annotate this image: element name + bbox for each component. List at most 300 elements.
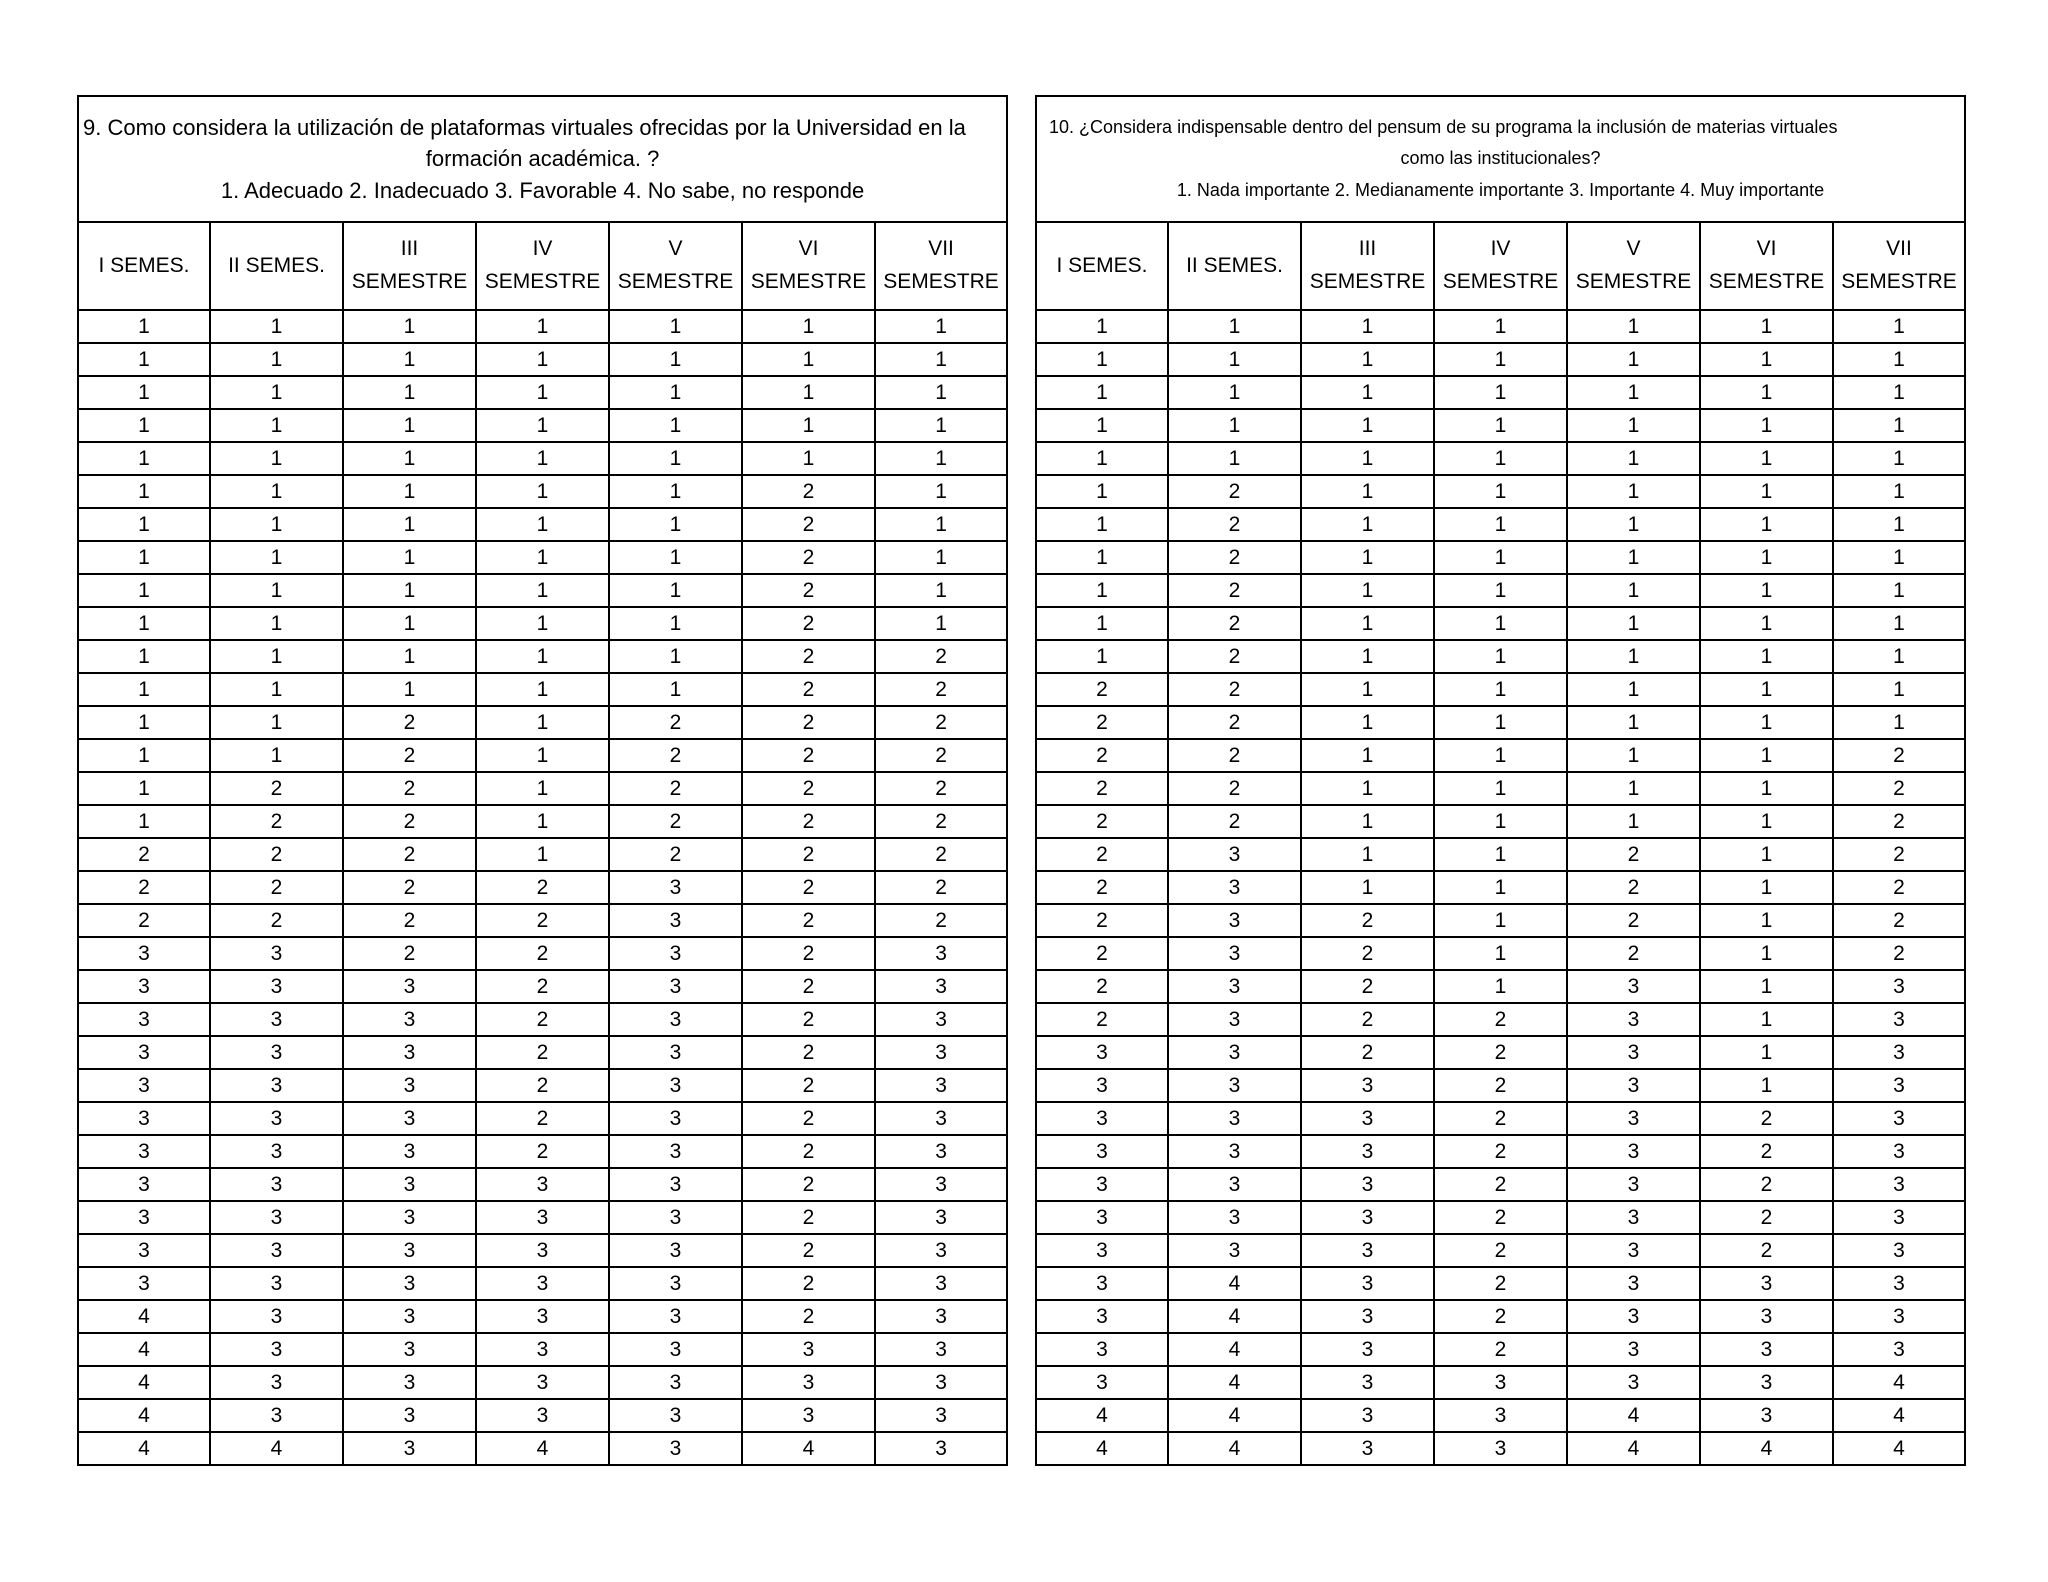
q9-table-cell: 3: [875, 1135, 1007, 1168]
q9-table-cell: 4: [78, 1432, 210, 1465]
q10-table-cell: 2: [1434, 1333, 1567, 1366]
q10-table-cell: 1: [1700, 838, 1833, 871]
q9-table-cell: 2: [609, 805, 742, 838]
q10-column-header-text: SEMESTRE: [1442, 270, 1559, 293]
q9-table-row: [78, 1366, 1007, 1399]
q10-table-cell: 2: [1168, 739, 1301, 772]
q10-table-row: [1036, 1399, 1965, 1432]
q9-table-cell: 3: [875, 1036, 1007, 1069]
q10-table-cell: 2: [1036, 1003, 1168, 1036]
q9-table-cell: 3: [476, 1234, 609, 1267]
q9-table-cell: 1: [742, 409, 875, 442]
q10-table-cell: 3: [1301, 1333, 1434, 1366]
q9-table-cell: 2: [343, 772, 476, 805]
q10-table-cell: 2: [1168, 541, 1301, 574]
q10-table-row: [1036, 739, 1965, 772]
q9-table-cell: 3: [210, 1168, 343, 1201]
q10-table-cell: 1: [1301, 343, 1434, 376]
q10-table-cell: 2: [1168, 805, 1301, 838]
q10-table-cell: 1: [1301, 805, 1434, 838]
q9-table-cell: 3: [609, 1399, 742, 1432]
q9-table-cell: 1: [78, 607, 210, 640]
q9-table-cell: 1: [78, 541, 210, 574]
q9-table-cell: 2: [742, 1234, 875, 1267]
q9-table-cell: 1: [78, 442, 210, 475]
q10-table-cell: 4: [1036, 1432, 1168, 1465]
q10-table-cell: 1: [1567, 442, 1700, 475]
q10-table-row: [1036, 1300, 1965, 1333]
q10-table-cell: 1: [1036, 541, 1168, 574]
q9-column-header-text: V SEMESTRE: [617, 237, 734, 293]
q10-table-cell: 1: [1567, 376, 1700, 409]
q9-table-cell: 2: [609, 739, 742, 772]
q9-table-cell: 2: [742, 607, 875, 640]
q10-table-cell: 1: [1301, 376, 1434, 409]
q9-table-cell: 2: [343, 739, 476, 772]
q9-table-cell: 3: [609, 1366, 742, 1399]
q10-table-cell: 1: [1168, 409, 1301, 442]
q9-table-row: [78, 1069, 1007, 1102]
q10-table-cell: 1: [1036, 475, 1168, 508]
q10-table-cell: 3: [1833, 1003, 1965, 1036]
q9-table-cell: 3: [476, 1201, 609, 1234]
q9-column-header-text: III: [400, 237, 419, 261]
q9-table-cell: 2: [742, 937, 875, 970]
q9-table-cell: 1: [210, 574, 343, 607]
q9-table-cell: 3: [609, 1201, 742, 1234]
q9-table-cell: 3: [343, 1003, 476, 1036]
q9-table-cell: 1: [210, 541, 343, 574]
q10-table-cell: 2: [1168, 673, 1301, 706]
q9-table-cell: 3: [210, 937, 343, 970]
q9-table-cell: 3: [78, 1201, 210, 1234]
q9-table-cell: 1: [609, 310, 742, 343]
q10-table-cell: 3: [1434, 1399, 1567, 1432]
q9-table-cell: 3: [476, 1399, 609, 1432]
q10-table-cell: 1: [1434, 838, 1567, 871]
q9-table-cell: 3: [609, 1135, 742, 1168]
q9-table-cell: 1: [210, 739, 343, 772]
q10-table-cell: 1: [1567, 475, 1700, 508]
q10-table-cell: 1: [1700, 1069, 1833, 1102]
q9-table-cell: 3: [742, 1399, 875, 1432]
q10-table-cell: 2: [1434, 1168, 1567, 1201]
q10-table-cell: 2: [1036, 706, 1168, 739]
q10-table-row: [1036, 376, 1965, 409]
q10-table-cell: 3: [1833, 1102, 1965, 1135]
q9-table-cell: 1: [210, 706, 343, 739]
q10-table-cell: 3: [1567, 1135, 1700, 1168]
q10-table-cell: 1: [1434, 937, 1567, 970]
q9-table-cell: 1: [875, 607, 1007, 640]
q10-table-row: [1036, 1102, 1965, 1135]
q9-table-cell: 3: [343, 1333, 476, 1366]
q10-table-cell: 2: [1567, 871, 1700, 904]
q9-table-cell: 1: [609, 442, 742, 475]
q10-table-cell: 3: [1168, 1102, 1301, 1135]
q10-table-cell: 1: [1301, 772, 1434, 805]
q9-table-cell: 1: [875, 508, 1007, 541]
q9-table-cell: 3: [343, 970, 476, 1003]
q10-table-cell: 2: [1700, 1234, 1833, 1267]
q10-table-cell: 3: [1036, 1333, 1168, 1366]
q9-table-cell: 1: [210, 376, 343, 409]
q10-table-cell: 1: [1567, 310, 1700, 343]
q10-table-cell: 2: [1168, 607, 1301, 640]
q10-table-cell: 3: [1168, 1135, 1301, 1168]
q9-table-cell: 2: [742, 673, 875, 706]
q10-table-cell: 3: [1036, 1168, 1168, 1201]
q10-table-row: [1036, 1234, 1965, 1267]
q10-table-row: [1036, 1201, 1965, 1234]
q10-column-header-text: SEMESTRE: [1708, 270, 1825, 293]
q10-table-cell: 3: [1700, 1333, 1833, 1366]
q10-table-row: [1036, 574, 1965, 607]
q10-table-cell: 4: [1833, 1366, 1965, 1399]
q10-header-row: [1036, 222, 1965, 310]
q9-table-cell: 1: [78, 409, 210, 442]
q10-table-cell: 3: [1036, 1201, 1168, 1234]
q10-table-row: [1036, 970, 1965, 1003]
q9-column-header: [875, 222, 1007, 310]
q10-table-row: [1036, 310, 1965, 343]
q9-table-cell: 3: [78, 1069, 210, 1102]
question-9-title: [78, 96, 1007, 222]
question-10-title-line-2: como las institucionales?: [1400, 148, 1601, 169]
q9-table-cell: 2: [476, 1036, 609, 1069]
q9-table-cell: 1: [609, 376, 742, 409]
q10-table-cell: 2: [1700, 1201, 1833, 1234]
q9-table-cell: 1: [78, 739, 210, 772]
question-9-options: 1. Adecuado 2. Inadecuado 3. Favorable 4. No sabe, no responde: [220, 177, 865, 203]
q9-table-cell: 3: [875, 1168, 1007, 1201]
q10-table-cell: 1: [1700, 970, 1833, 1003]
q9-table-cell: 3: [609, 871, 742, 904]
q10-table-cell: 2: [1036, 871, 1168, 904]
q9-table-cell: 1: [210, 409, 343, 442]
question-9-table: [77, 95, 1008, 1466]
q9-table-cell: 1: [476, 376, 609, 409]
q10-table-cell: 4: [1168, 1333, 1301, 1366]
q10-column-header-text: I SEMES.: [1056, 253, 1148, 277]
q10-column-header: [1567, 222, 1700, 310]
q9-table-cell: 2: [875, 805, 1007, 838]
q10-table-cell: 1: [1301, 739, 1434, 772]
q9-table-cell: 1: [343, 673, 476, 706]
q9-table-cell: 3: [210, 1003, 343, 1036]
q10-table-cell: 1: [1700, 508, 1833, 541]
q10-table-cell: 1: [1434, 739, 1567, 772]
q10-table-row: [1036, 343, 1965, 376]
q10-table-cell: 1: [1567, 739, 1700, 772]
q9-table-cell: 3: [210, 1036, 343, 1069]
q10-table-cell: 1: [1567, 541, 1700, 574]
q9-table-cell: 3: [476, 1267, 609, 1300]
q9-column-header-text: IV: [532, 237, 553, 261]
q10-table-cell: 3: [1567, 1333, 1700, 1366]
q10-table-cell: 2: [1168, 706, 1301, 739]
q10-table-cell: 1: [1036, 442, 1168, 475]
q10-table-cell: 3: [1036, 1300, 1168, 1333]
q10-table-cell: 2: [1833, 739, 1965, 772]
q9-table-cell: 3: [875, 1234, 1007, 1267]
q10-table-cell: 2: [1567, 838, 1700, 871]
q10-table-cell: 1: [1434, 541, 1567, 574]
q9-table-row: [78, 904, 1007, 937]
q9-table-cell: 1: [609, 640, 742, 673]
q9-table-row: [78, 706, 1007, 739]
q10-table-cell: 3: [1567, 970, 1700, 1003]
q10-table-cell: 1: [1833, 574, 1965, 607]
question-9-title-line-1: 9. Como considera la utilización de plataformas virtuales ofrecidas por la Universidad en la: [83, 115, 966, 141]
q9-table-row: [78, 607, 1007, 640]
q10-table-cell: 4: [1567, 1432, 1700, 1465]
q10-table-cell: 1: [1833, 607, 1965, 640]
q10-column-header-text: II SEMES.: [1186, 253, 1283, 277]
q10-table-row: [1036, 1333, 1965, 1366]
q10-table-cell: 1: [1700, 343, 1833, 376]
q9-table-cell: 3: [476, 1300, 609, 1333]
q10-table-cell: 3: [1833, 1168, 1965, 1201]
q9-table-cell: 2: [78, 838, 210, 871]
q9-table-row: [78, 343, 1007, 376]
q9-table-cell: 2: [742, 574, 875, 607]
q10-table-row: [1036, 1069, 1965, 1102]
q10-table-cell: 3: [1168, 838, 1301, 871]
q10-table-cell: 1: [1301, 838, 1434, 871]
question-10-sheet: [1035, 95, 1964, 1466]
q10-table-row: [1036, 1267, 1965, 1300]
q10-table-row: [1036, 838, 1965, 871]
q10-table-cell: 2: [1434, 1069, 1567, 1102]
q10-table-cell: 3: [1301, 1366, 1434, 1399]
q10-table-row: [1036, 937, 1965, 970]
q10-table-cell: 1: [1168, 376, 1301, 409]
q10-table-cell: 2: [1168, 475, 1301, 508]
q10-table-cell: 3: [1301, 1234, 1434, 1267]
q9-table-cell: 4: [78, 1333, 210, 1366]
q9-table-cell: 3: [210, 1333, 343, 1366]
q9-table-cell: 3: [609, 1234, 742, 1267]
q10-table-cell: 1: [1567, 805, 1700, 838]
q10-table-cell: 2: [1567, 937, 1700, 970]
q10-table-cell: 1: [1833, 640, 1965, 673]
q10-table-cell: 2: [1168, 508, 1301, 541]
q9-table-row: [78, 673, 1007, 706]
q9-table-row: [78, 970, 1007, 1003]
q9-table-cell: 4: [78, 1399, 210, 1432]
q10-table-cell: 2: [1833, 937, 1965, 970]
q10-table-cell: 3: [1833, 1069, 1965, 1102]
q9-table-cell: 3: [875, 1432, 1007, 1465]
q10-table-cell: 1: [1301, 673, 1434, 706]
q10-table-cell: 3: [1301, 1102, 1434, 1135]
q10-table-cell: 1: [1036, 376, 1168, 409]
q10-table-cell: 1: [1700, 541, 1833, 574]
q9-column-header: [476, 222, 609, 310]
q9-table-cell: 1: [210, 673, 343, 706]
question-10-table: [1035, 95, 1966, 1466]
q10-table-cell: 3: [1036, 1267, 1168, 1300]
q10-table-row: [1036, 409, 1965, 442]
q10-table-cell: 3: [1036, 1135, 1168, 1168]
q9-table-row: [78, 937, 1007, 970]
q9-table-row: [78, 1036, 1007, 1069]
q10-table-cell: 3: [1833, 970, 1965, 1003]
q9-table-cell: 1: [742, 442, 875, 475]
q9-table-row: [78, 1267, 1007, 1300]
q9-table-cell: 3: [78, 1267, 210, 1300]
q10-table-cell: 1: [1434, 871, 1567, 904]
q9-table-cell: 2: [742, 1300, 875, 1333]
q10-table-cell: 3: [1301, 1201, 1434, 1234]
q10-table-cell: 1: [1301, 310, 1434, 343]
q9-table-row: [78, 1003, 1007, 1036]
q10-table-cell: 1: [1567, 409, 1700, 442]
q10-table-cell: 1: [1434, 310, 1567, 343]
q10-table-cell: 1: [1567, 772, 1700, 805]
q10-table-cell: 2: [1833, 805, 1965, 838]
q9-table-cell: 2: [875, 706, 1007, 739]
q10-table-cell: 3: [1168, 1234, 1301, 1267]
q10-table-cell: 3: [1036, 1036, 1168, 1069]
q9-table-cell: 1: [476, 607, 609, 640]
q10-table-cell: 1: [1700, 904, 1833, 937]
q9-table-cell: 1: [609, 475, 742, 508]
q10-table-cell: 3: [1168, 1069, 1301, 1102]
q9-table-cell: 1: [210, 475, 343, 508]
question-10-title-line-1: 10. ¿Considera indispensable dentro del pensum de su programa la inclusión de materias virtuales: [1049, 116, 1838, 137]
q9-table-row: [78, 475, 1007, 508]
q9-table-row: [78, 541, 1007, 574]
q9-table-cell: 2: [609, 838, 742, 871]
q9-table-cell: 3: [875, 1201, 1007, 1234]
q10-table-cell: 4: [1833, 1432, 1965, 1465]
q10-table-cell: 1: [1434, 706, 1567, 739]
q10-table-cell: 2: [1036, 772, 1168, 805]
q10-table-row: [1036, 442, 1965, 475]
q10-table-cell: 3: [1036, 1234, 1168, 1267]
q10-table-cell: 1: [1700, 772, 1833, 805]
q9-table-cell: 1: [875, 409, 1007, 442]
q10-table-cell: 1: [1700, 475, 1833, 508]
q9-table-cell: 3: [609, 937, 742, 970]
q9-table-cell: 3: [609, 1267, 742, 1300]
q10-table-cell: 1: [1036, 310, 1168, 343]
q10-table-cell: 1: [1700, 640, 1833, 673]
q10-table-cell: 3: [1168, 970, 1301, 1003]
q9-table-cell: 1: [343, 607, 476, 640]
q10-table-cell: 2: [1301, 904, 1434, 937]
q10-table-cell: 3: [1700, 1366, 1833, 1399]
q10-table-cell: 3: [1567, 1102, 1700, 1135]
q10-table-row: [1036, 871, 1965, 904]
q10-table-cell: 1: [1567, 343, 1700, 376]
q10-table-cell: 1: [1036, 640, 1168, 673]
q9-table-cell: 1: [609, 607, 742, 640]
q10-table-cell: 1: [1434, 343, 1567, 376]
q9-table-cell: 2: [742, 1069, 875, 1102]
q10-table-cell: 3: [1567, 1003, 1700, 1036]
q9-table-row: [78, 409, 1007, 442]
q10-table-cell: 2: [1434, 1036, 1567, 1069]
q9-table-cell: 2: [476, 1102, 609, 1135]
q10-table-cell: 1: [1833, 442, 1965, 475]
q9-column-header: [78, 222, 210, 310]
q9-table-cell: 2: [343, 871, 476, 904]
q10-column-header: [1301, 222, 1434, 310]
q10-column-header: [1168, 222, 1301, 310]
q10-table-cell: 3: [1700, 1300, 1833, 1333]
q10-table-cell: 4: [1567, 1399, 1700, 1432]
q10-table-cell: 1: [1700, 607, 1833, 640]
q9-table-cell: 1: [609, 574, 742, 607]
q10-table-cell: 2: [1833, 772, 1965, 805]
q10-table-cell: 3: [1833, 1201, 1965, 1234]
q10-table-cell: 2: [1434, 1234, 1567, 1267]
q10-table-cell: 1: [1833, 673, 1965, 706]
question-9-sheet: [77, 95, 1006, 1466]
q10-column-header: [1434, 222, 1567, 310]
q10-table-cell: 2: [1833, 871, 1965, 904]
q9-table-cell: 3: [609, 1036, 742, 1069]
q10-table-cell: 1: [1301, 574, 1434, 607]
q10-table-cell: 2: [1036, 805, 1168, 838]
q10-table-cell: 1: [1168, 310, 1301, 343]
q9-column-header: [609, 222, 742, 310]
q9-table-cell: 2: [476, 1069, 609, 1102]
q10-table-cell: 3: [1301, 1432, 1434, 1465]
q9-table-cell: 1: [343, 376, 476, 409]
q9-table-cell: 3: [875, 1003, 1007, 1036]
q10-table-cell: 1: [1700, 1003, 1833, 1036]
q9-table-cell: 2: [476, 1003, 609, 1036]
q9-table-row: [78, 1432, 1007, 1465]
q10-table-cell: 2: [1434, 1201, 1567, 1234]
q9-table-cell: 1: [78, 574, 210, 607]
q9-column-header-text: SEMESTRE: [351, 270, 468, 293]
q9-table-row: [78, 838, 1007, 871]
q10-table-cell: 1: [1301, 475, 1434, 508]
q9-table-cell: 2: [742, 838, 875, 871]
q10-table-cell: 3: [1567, 1036, 1700, 1069]
q10-table-cell: 2: [1036, 937, 1168, 970]
q9-table-cell: 3: [343, 1135, 476, 1168]
q9-table-cell: 2: [875, 871, 1007, 904]
q10-table-cell: 3: [1833, 1135, 1965, 1168]
q10-table-cell: 1: [1700, 706, 1833, 739]
q10-table-cell: 1: [1301, 871, 1434, 904]
q9-column-header-text: SEMESTRE: [883, 270, 999, 293]
q10-table-cell: 1: [1434, 607, 1567, 640]
q9-table-cell: 2: [78, 871, 210, 904]
q9-table-cell: 2: [343, 706, 476, 739]
q9-table-cell: 2: [210, 772, 343, 805]
q9-table-cell: 3: [476, 1366, 609, 1399]
q9-table-row: [78, 508, 1007, 541]
q9-table-cell: 2: [742, 1102, 875, 1135]
q9-table-cell: 1: [875, 541, 1007, 574]
q10-table-cell: 4: [1168, 1432, 1301, 1465]
q9-table-cell: 2: [742, 541, 875, 574]
q10-table-cell: 3: [1700, 1399, 1833, 1432]
q9-table-row: [78, 1300, 1007, 1333]
q9-table-cell: 1: [210, 640, 343, 673]
q10-table-cell: 1: [1700, 937, 1833, 970]
q10-table-cell: 1: [1168, 442, 1301, 475]
q9-table-cell: 1: [78, 343, 210, 376]
q9-table-cell: 1: [476, 673, 609, 706]
